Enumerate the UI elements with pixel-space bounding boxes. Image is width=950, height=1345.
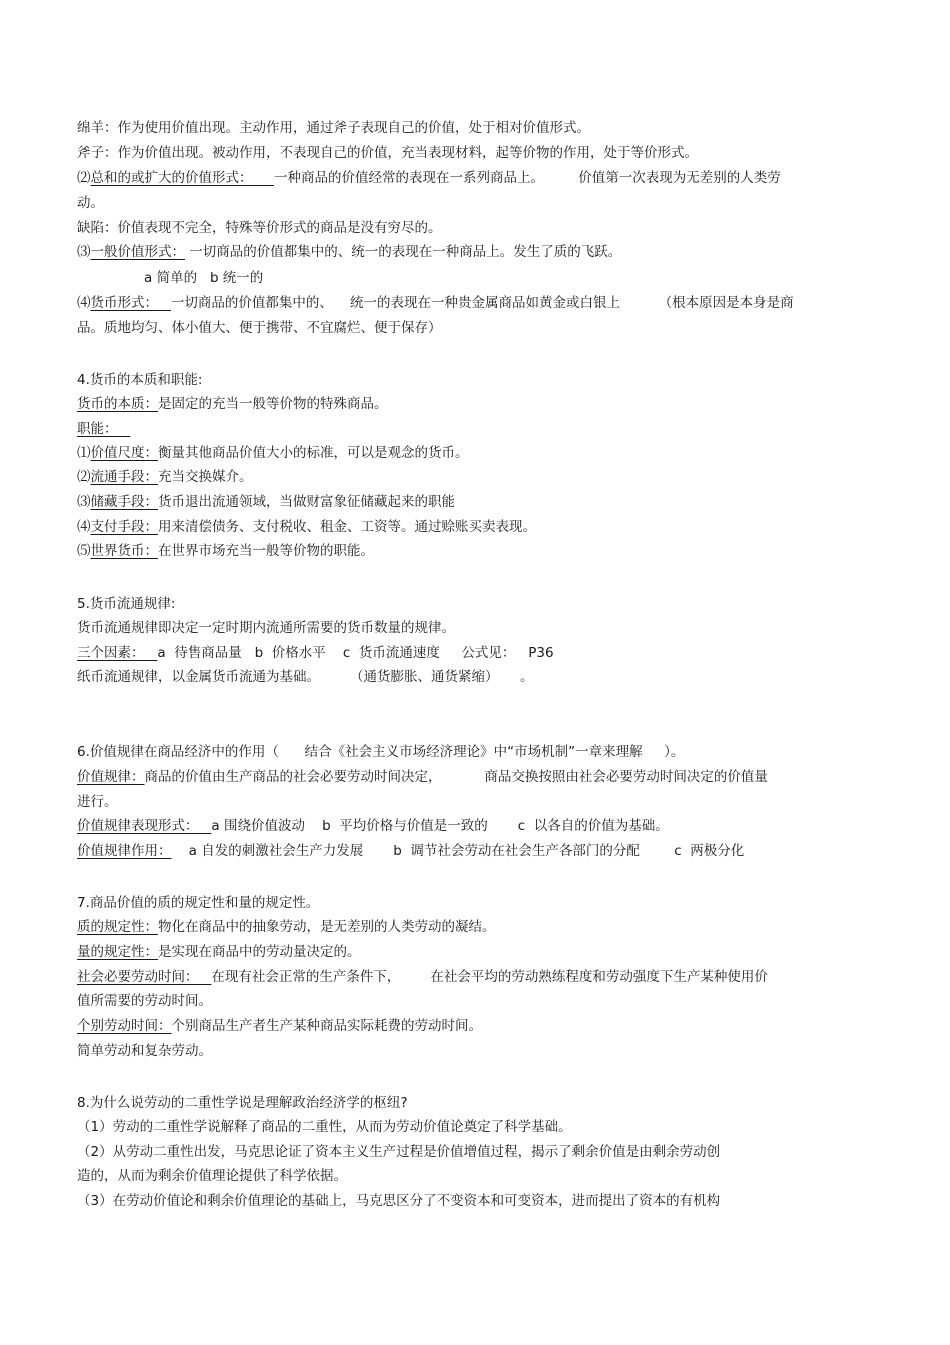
text-line: 进行。 xyxy=(77,794,118,810)
text-line xyxy=(77,1016,482,1036)
definition-text: 在世界市场充当一般等价物的职能。 xyxy=(158,543,374,559)
list-marker: ⑷ xyxy=(77,519,91,535)
text-line: 品。质地均匀、体小值大、便于携带、不宜腐烂、便于保存） xyxy=(77,320,442,336)
definition-text: 衡量其他商品价值大小的标准，可以是观念的货币。 xyxy=(158,445,469,461)
text-line xyxy=(77,967,768,987)
text-line: （3）在劳动价值论和剩余价值理论的基础上，马克思区分了不变资本和可变资本，进而提出了资本的有机构 xyxy=(77,1193,721,1209)
definition-text: 是固定的充当一般等价物的特殊商品。 xyxy=(158,396,388,412)
text-line: 缺陷：价值表现不完全，特殊等价形式的商品是没有穷尽的。 xyxy=(77,220,442,236)
underlined-term: 质的规定性： xyxy=(77,919,158,935)
text-line: （2）从劳动二重性出发，马克思论证了资本主义生产过程是价值增值过程，揭示了剩余价值是由剩余劳动创 xyxy=(77,1144,721,1160)
underlined-term: 职能： xyxy=(77,421,131,437)
text-line: （1）劳动的二重性学说解释了商品的二重性，从而为劳动价值论奠定了科学基础。 xyxy=(77,1119,572,1135)
section-heading: 7.商品价值的质的规定性和量的规定性。 xyxy=(77,895,320,911)
text-line: 绵羊：作为使用价值出现。主动作用，通过斧子表现自己的价值，处于相对价值形式。 xyxy=(77,120,590,136)
text-line xyxy=(77,917,496,937)
text-line xyxy=(77,517,536,537)
definition-text: 一切商品的价值都集中的、统一的表现在一种商品上。发生了质的飞跃。 xyxy=(185,244,622,260)
definition-text: 用来清偿债务、支付税收、租金、工资等。通过赊账买卖表现。 xyxy=(158,519,536,535)
text-line xyxy=(77,293,794,313)
underlined-term: 社会必要劳动时间： xyxy=(77,969,212,985)
underlined-term: 一般价值形式： xyxy=(90,244,185,260)
section-heading: 4.货币的本质和职能: xyxy=(77,372,203,388)
section-heading: 6.价值规律在商品经济中的作用（ 结合《社会主义市场经济理论》中“市场机制”一章来理解 ）。 xyxy=(77,744,685,760)
section-heading: 5.货币流通规律: xyxy=(77,596,176,612)
definition-text: 物化在商品中的抽象劳动，是无差别的人类劳动的凝结。 xyxy=(158,919,496,935)
text-line xyxy=(77,492,455,512)
list-marker: ⑵ xyxy=(77,469,91,485)
definition-text: a 围绕价值波动 b 平均价格与价值是一致的 c 以各自的价值为基础。 xyxy=(211,818,669,834)
list-marker: ⑵ xyxy=(77,170,91,186)
text-line xyxy=(77,942,361,962)
text-line: 货币流通规律即决定一定时期内流通所需要的货币数量的规律。 xyxy=(77,620,455,636)
list-marker: ⑸ xyxy=(77,543,91,559)
text-line xyxy=(77,168,781,188)
underlined-term: 总和的或扩大的价值形式： xyxy=(90,170,274,186)
text-line xyxy=(77,419,130,439)
list-marker: ⑴ xyxy=(77,445,91,461)
text-line xyxy=(77,467,253,487)
text-line xyxy=(77,767,768,787)
underlined-term: 货币的本质： xyxy=(77,396,158,412)
text-line xyxy=(77,394,388,414)
underlined-term: 流通手段： xyxy=(90,469,158,485)
text-line: 斧子：作为价值出现。被动作用，不表现自己的价值，充当表现材料，起等价物的作用，处于等价形式。 xyxy=(77,145,698,161)
text-line xyxy=(77,643,554,663)
text-line xyxy=(77,443,469,463)
text-line xyxy=(77,242,621,262)
text-line: 值所需要的劳动时间。 xyxy=(77,993,212,1009)
definition-text: 货币退出流通领域，当做财富象征储藏起来的职能 xyxy=(158,494,455,510)
definition-text: 是实现在商品中的劳动量决定的。 xyxy=(158,944,361,960)
underlined-term: 个别劳动时间： xyxy=(77,1018,172,1034)
definition-text: 充当交换媒介。 xyxy=(158,469,253,485)
text-line: 纸币流通规律，以金属货币流通为基础。 （通货膨胀、通货紧缩） 。 xyxy=(77,669,534,685)
definition-text: 在现有社会正常的生产条件下， 在社会平均的劳动熟练程度和劳动强度下生产某种使用价 xyxy=(211,969,768,985)
underlined-term: 支付手段： xyxy=(90,519,158,535)
definition-text: 个别商品生产者生产某种商品实际耗费的劳动时间。 xyxy=(171,1018,482,1034)
definition-text: 一种商品的价值经常的表现在一系列商品上。 价值第一次表现为无差别的人类劳 xyxy=(273,170,781,186)
underlined-term: 三个因素： xyxy=(77,645,158,661)
list-marker: ⑶ xyxy=(77,494,91,510)
section-heading: 8.为什么说劳动的二重性学说是理解政治经济学的枢纽? xyxy=(77,1095,408,1111)
text-line: 造的，从而为剩余价值理论提供了科学依据。 xyxy=(77,1168,347,1184)
underlined-term: 量的规定性： xyxy=(77,944,158,960)
underlined-term: 世界货币： xyxy=(90,543,158,559)
definition-text: 商品的价值由生产商品的社会必要劳动时间决定， 商品交换按照由社会必要劳动时间决定的价值量 xyxy=(144,769,768,785)
underlined-term: 价值规律： xyxy=(77,769,145,785)
underlined-term: 储藏手段： xyxy=(90,494,158,510)
text-line: 动。 xyxy=(77,195,104,211)
text-line xyxy=(77,816,669,836)
text-line: 简单劳动和复杂劳动。 xyxy=(77,1043,212,1059)
underlined-term: 价值尺度： xyxy=(90,445,158,461)
definition-text: a 自发的刺激社会生产力发展 b 调节社会劳动在社会生产各部门的分配 c 两极分化 xyxy=(171,843,745,859)
text-line xyxy=(77,541,374,561)
underlined-term: 价值规律表现形式： xyxy=(77,818,212,834)
list-marker: ⑶ xyxy=(77,244,91,260)
underlined-term: 价值规律作用： xyxy=(77,843,172,859)
text-line: a 简单的 b 统一的 xyxy=(144,270,264,286)
list-marker: ⑷ xyxy=(77,295,91,311)
underlined-term: 货币形式： xyxy=(90,295,171,311)
definition-text: a 待售商品量 b 价格水平 c 货币流通速度 公式见： P36 xyxy=(157,645,554,661)
definition-text: 一切商品的价值都集中的、 统一的表现在一种贵金属商品如黄金或白银上 （根本原因是本身是商 xyxy=(170,295,794,311)
text-line xyxy=(77,841,744,861)
